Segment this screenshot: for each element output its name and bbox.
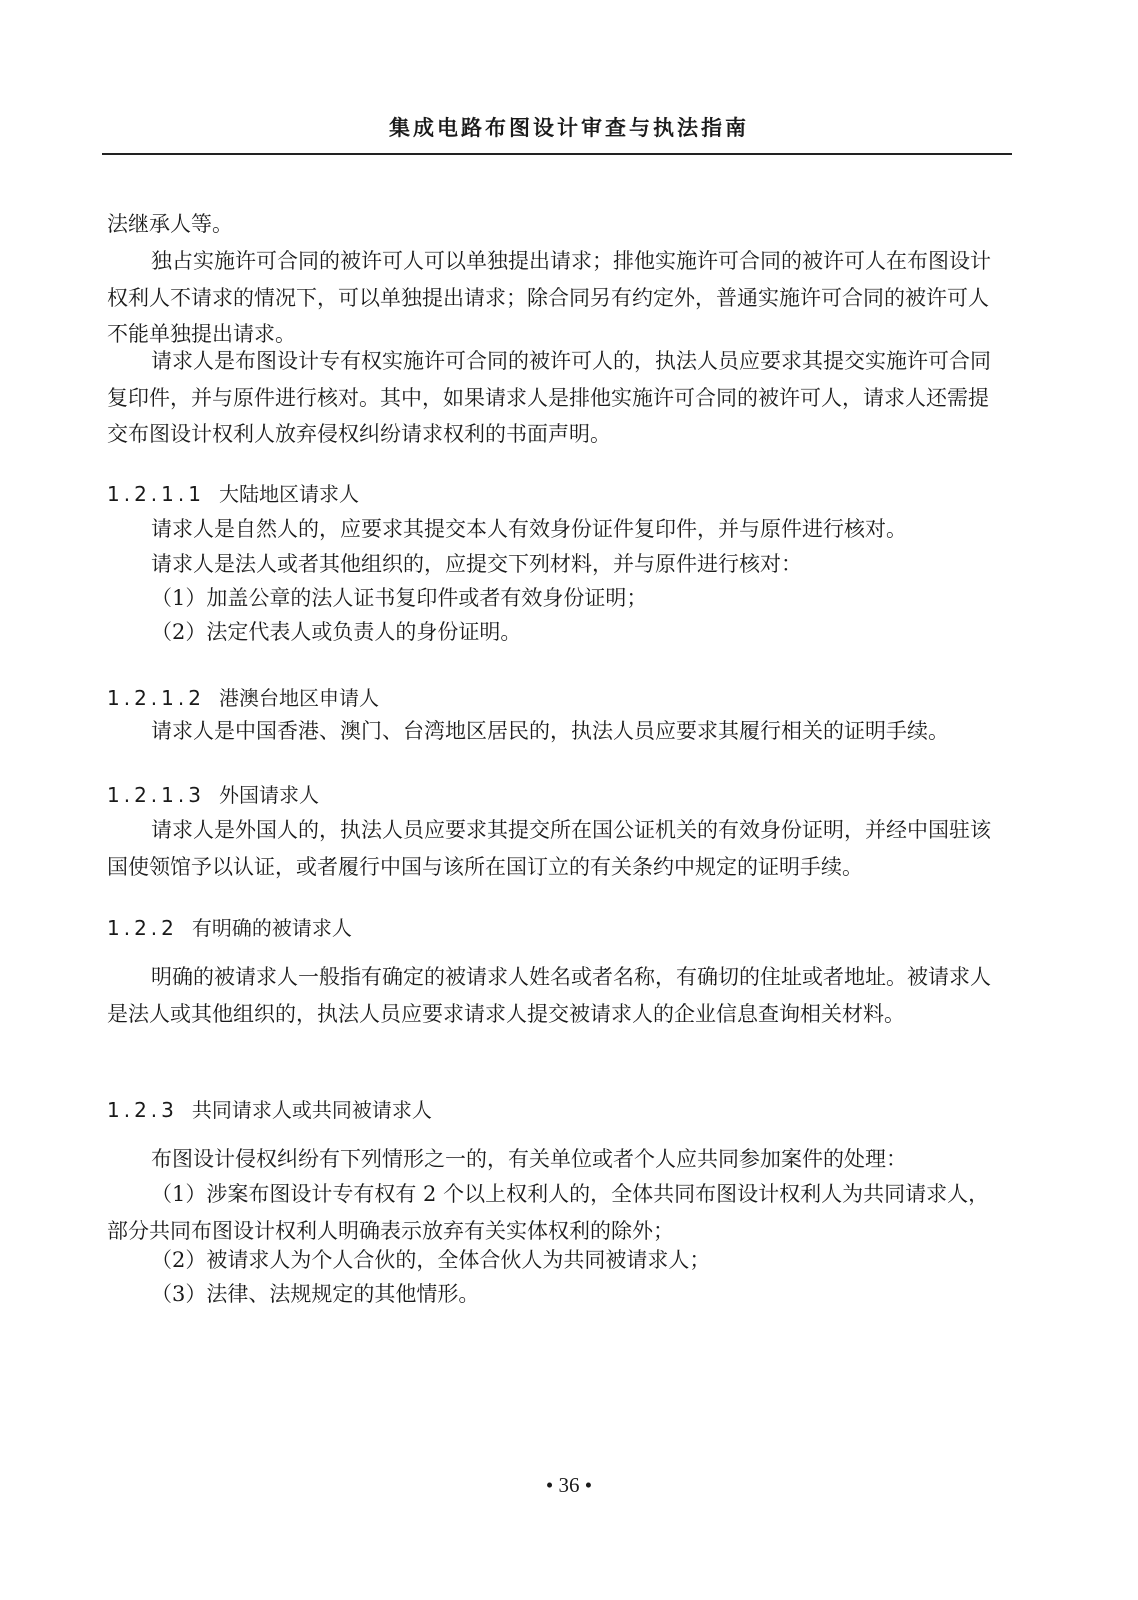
list-item: （2）被请求人为个人合伙的，全体合伙人为共同被请求人；	[151, 1248, 711, 1272]
list-item: （3）法律、法规规定的其他情形。	[151, 1282, 480, 1306]
paragraph: （1）涉案布图设计专有权有 2 个以上权利人的，全体共同布图设计权利人为共同请求人，部分共同布图设计权利人明确表示放弃有关实体权利的除外；	[107, 1182, 990, 1243]
section-number: 1.2.1.3	[107, 783, 205, 807]
section-number: 1.2.3	[107, 1098, 178, 1122]
paragraph: 法继承人等。	[107, 212, 233, 236]
list-item: （1）加盖公章的法人证书复印件或者有效身份证明；	[151, 586, 648, 610]
section-number: 1.2.2	[107, 916, 178, 940]
page-number: • 36 •	[545, 1473, 593, 1497]
section-title: 有明确的被请求人	[191, 916, 352, 940]
header-rule	[102, 153, 1012, 155]
running-title: 集成电路布图设计审查与执法指南	[389, 116, 749, 140]
paragraph: 明确的被请求人一般指有确定的被请求人姓名或者名称，有确切的住址或者地址。被请求人是法人或其他组织的，执法人员应要求请求人提交被请求人的企业信息查询相关材料。	[107, 965, 991, 1026]
section-heading-1-2-2	[107, 913, 1007, 943]
paragraph: 独占实施许可合同的被许可人可以单独提出请求；排他实施许可合同的被许可人在布图设计权利人不请求的情况下，可以单独提出请求；除合同另有约定外，普通实施许可合同的被许可人不能单独提出请求。	[107, 249, 991, 346]
section-heading-1-2-1-1	[107, 479, 1007, 509]
section-title: 大陆地区请求人	[218, 482, 359, 506]
paragraph: 请求人是法人或者其他组织的，应提交下列材料，并与原件进行核对：	[151, 552, 802, 576]
section-heading-1-2-1-3	[107, 780, 1007, 810]
section-title: 港澳台地区申请人	[218, 686, 379, 710]
section-number: 1.2.1.2	[107, 686, 205, 710]
paragraph: 请求人是外国人的，执法人员应要求其提交所在国公证机关的有效身份证明，并经中国驻该国使领馆予以认证，或者履行中国与该所在国订立的有关条约中规定的证明手续。	[107, 818, 991, 879]
paragraph: 布图设计侵权纠纷有下列情形之一的，有关单位或者个人应共同参加案件的处理：	[151, 1147, 907, 1171]
paragraph: 请求人是布图设计专有权实施许可合同的被许可人的，执法人员应要求其提交实施许可合同复印件，并与原件进行核对。其中，如果请求人是排他实施许可合同的被许可人，请求人还需提交布图设计权利人放弃侵权纠纷请求权利的书面声明。	[107, 349, 991, 446]
section-title: 外国请求人	[218, 783, 319, 807]
section-heading-1-2-3	[107, 1095, 1007, 1125]
list-item: （2）法定代表人或负责人的身份证明。	[151, 620, 522, 644]
paragraph: 请求人是中国香港、澳门、台湾地区居民的，执法人员应要求其履行相关的证明手续。	[151, 719, 949, 743]
paragraph: 请求人是自然人的，应要求其提交本人有效身份证件复印件，并与原件进行核对。	[151, 517, 907, 541]
section-number: 1.2.1.1	[107, 482, 205, 506]
section-title: 共同请求人或共同被请求人	[191, 1098, 432, 1122]
section-heading-1-2-1-2	[107, 683, 1007, 713]
